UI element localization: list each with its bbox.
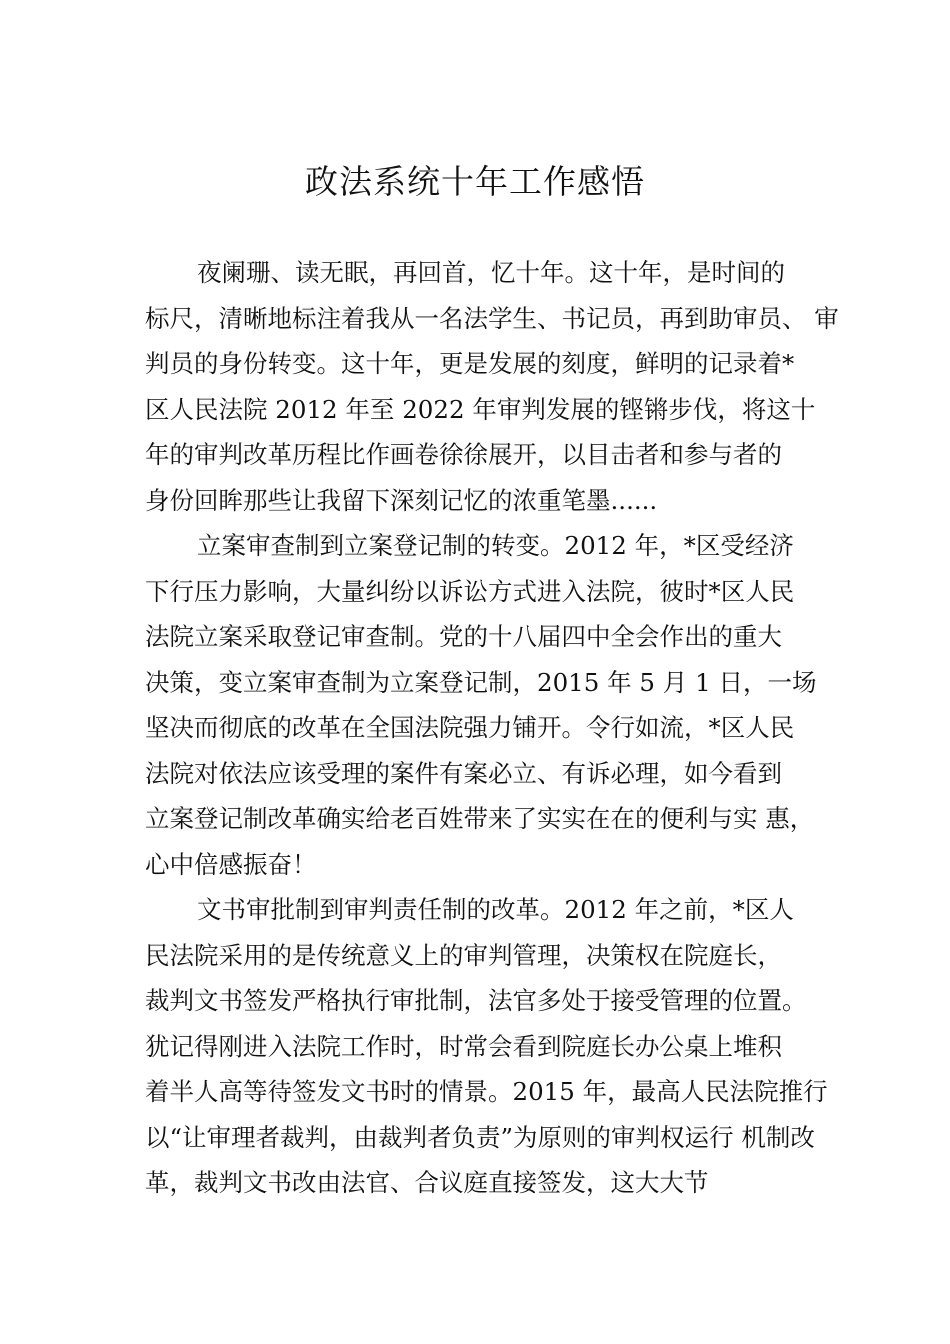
text-line: 年的审判改革历程比作画卷徐徐展开，以目击者和参与者的 bbox=[145, 440, 782, 469]
text-line: 裁判文书签发严格执行审批制，法官多处于接受管理的位置。 bbox=[145, 986, 807, 1015]
text-line: 判员的身份转变。这十年，更是发展的刻度，鲜明的记录着* bbox=[145, 349, 795, 378]
text-line: 下行压力影响，大量纠纷以诉讼方式进入法院，彼时*区人民 bbox=[145, 576, 795, 606]
text-line: 法院对依法应该受理的案件有案必立、有诉必理，如今看到 bbox=[145, 758, 782, 788]
text-line: 决策，变立案审查制为立案登记制，2015 年 5 月 1 日，一场 bbox=[145, 667, 817, 697]
document-body bbox=[145, 250, 839, 1206]
paragraph-3 bbox=[145, 887, 828, 1206]
text-line: 坚决而彻底的改革在全国法院强力铺开。令行如流，*区人民 bbox=[145, 713, 795, 742]
text-line: 犹记得刚进入法院工作时，时常会看到院庭长办公桌上堆积 bbox=[145, 1031, 782, 1061]
text-line: 身份回眸那些让我留下深刻记忆的浓重笔墨...... bbox=[145, 485, 658, 515]
text-line: 民法院采用的是传统意义上的审判管理，决策权在院庭长， bbox=[145, 940, 782, 970]
text-line: 立案审查制到立案登记制的转变。2012 年，*区受经济 bbox=[197, 531, 794, 560]
text-line: 文书审批制到审判责任制的改革。2012 年之前，*区人 bbox=[197, 895, 794, 924]
text-line: 夜阑珊、读无眠，再回首，忆十年。这十年，是时间的 bbox=[197, 258, 785, 287]
paragraph-1 bbox=[145, 250, 839, 523]
text-line: 革，裁判文书改由法官、合议庭直接签发，这大大节 bbox=[145, 1168, 709, 1197]
paragraph-2 bbox=[145, 523, 817, 887]
text-line: 法院立案采取登记审查制。党的十八届四中全会作出的重大 bbox=[145, 622, 782, 651]
text-line: 以“让审理者裁判，由裁判者负责”为原则的审判权运行 机制改 bbox=[145, 1122, 815, 1152]
text-line: 着半人高等待签发文书时的情景。2015 年，最高人民法院推行 bbox=[145, 1077, 828, 1106]
text-line: 立案登记制改革确实给老百姓带来了实实在在的便利与实 惠， bbox=[145, 804, 815, 833]
document-title: 政法系统十年工作感悟 bbox=[305, 162, 645, 201]
text-line: 心中倍感振奋！ bbox=[145, 849, 317, 879]
text-line: 标尺，清晰地标注着我从一名法学生、书记员，再到助审员、 审 bbox=[145, 303, 839, 333]
text-line: 区人民法院 2012 年至 2022 年审判发展的铿锵步伐，将这十 bbox=[145, 394, 816, 424]
